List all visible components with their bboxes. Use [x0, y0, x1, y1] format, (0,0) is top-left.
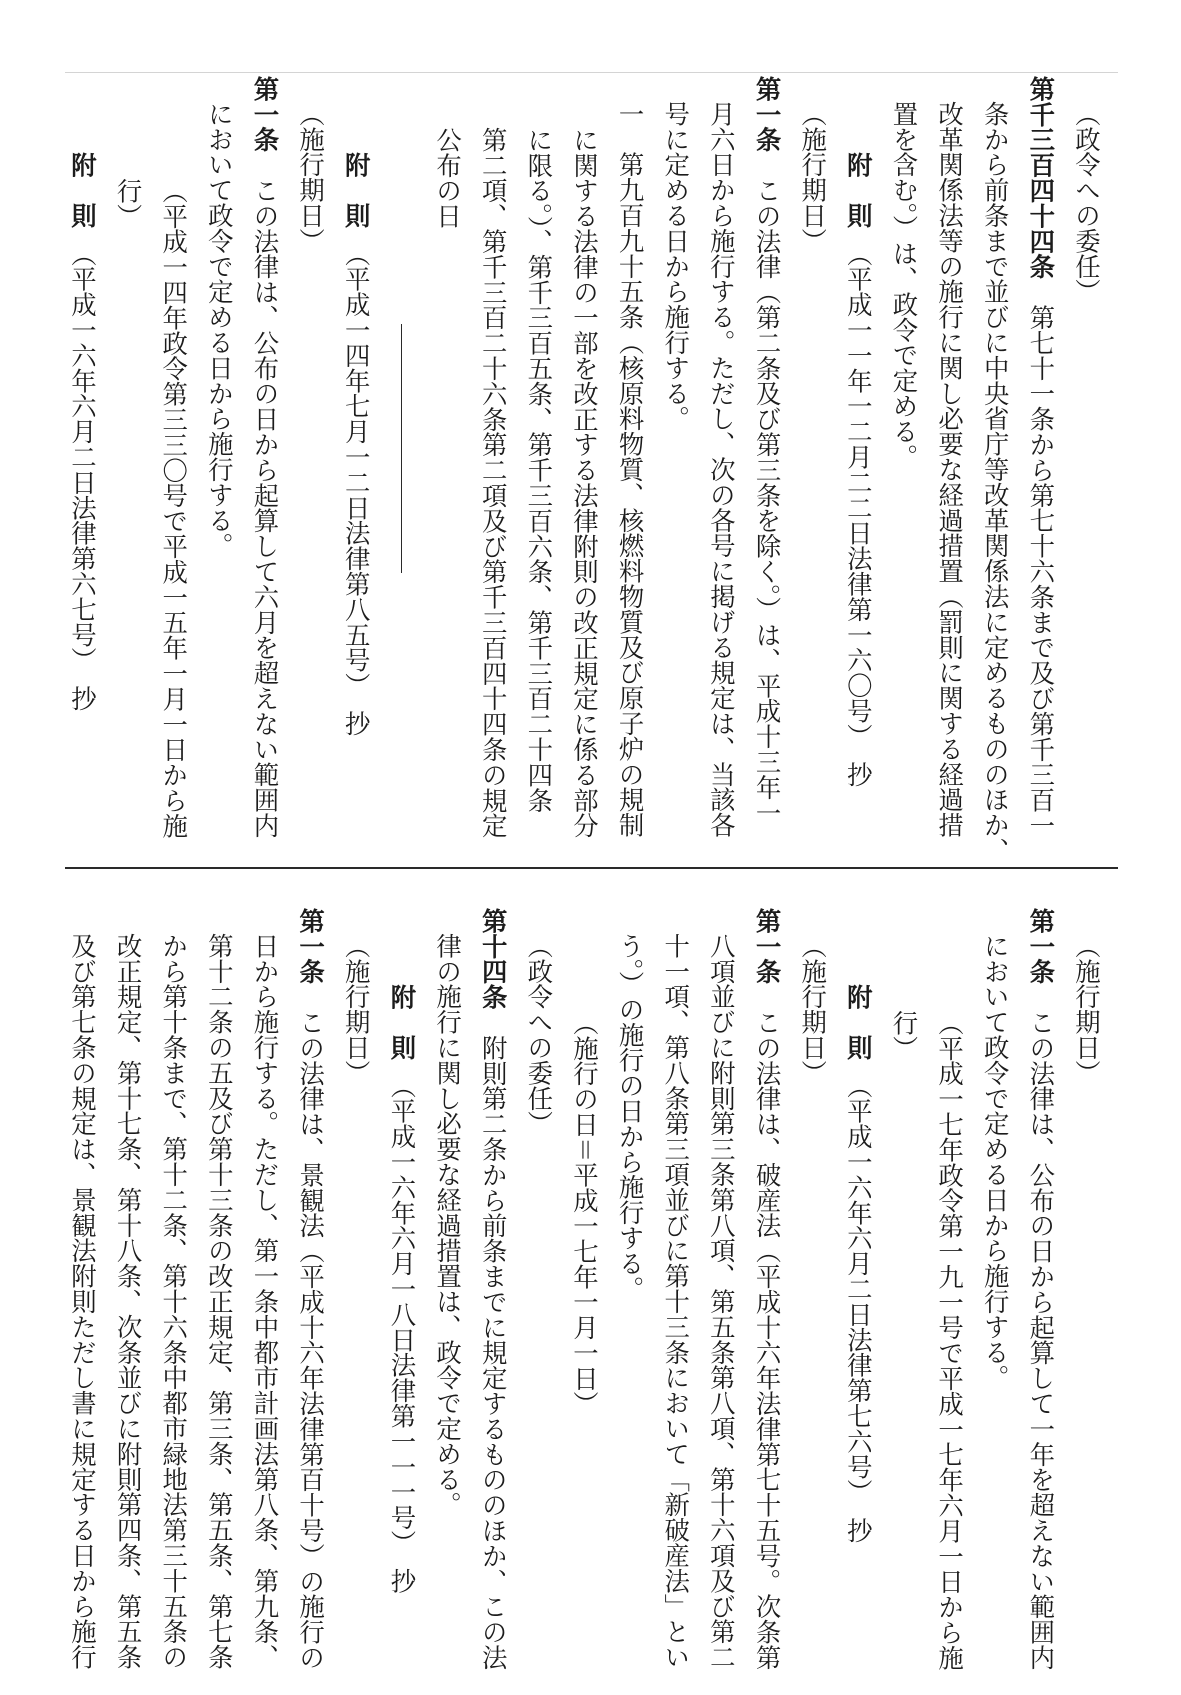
line-text: う。）の施行の日から施行する。	[615, 933, 646, 1302]
article	[470, 908, 516, 1678]
supplementary-label: 附 則	[843, 984, 874, 1061]
editorial-note	[926, 908, 972, 1678]
editorial-note-continuation	[881, 908, 927, 1678]
supplementary-provisions-heading	[835, 76, 881, 866]
article-continuation	[653, 908, 699, 1678]
caption	[790, 908, 836, 1678]
item-continuation	[424, 76, 470, 866]
line-text: 十一項、第八条第三項並びに第十三条において「新破産法」とい	[661, 933, 692, 1670]
article-continuation	[926, 76, 972, 866]
article-continuation	[424, 908, 470, 1678]
line-text: 改正規定、第十七条、第十八条、次条並びに附則第四条、第五条	[113, 933, 144, 1670]
line-text: に関する法律の一部を改正する法律附則の改正規定に係る部分	[569, 126, 600, 838]
article-text: 第七十一条から第七十六条まで及び第千三百一	[1026, 279, 1057, 839]
article-continuation	[196, 908, 242, 1678]
article-continuation	[196, 76, 242, 866]
article-continuation	[881, 76, 927, 866]
article	[1018, 76, 1064, 866]
caption	[1063, 908, 1109, 1678]
line-text: 号に定める日から施行する。	[661, 101, 692, 432]
divider-rule	[401, 324, 402, 573]
line-text: において政令で定める日から施行する。	[204, 101, 235, 559]
line-text: 月六日から施行する。ただし、次の各号に掲げる規定は、当該各	[706, 101, 737, 838]
line-text: 及び第七条の規定は、景観法附則ただし書に規定する日から施行	[67, 933, 98, 1670]
article	[287, 908, 333, 1678]
article-text: この法律は、公布の日から起算して六月を超えない範囲内	[250, 152, 281, 839]
caption-text: （政令への委任）	[1072, 101, 1102, 305]
supplementary-provisions-heading	[835, 908, 881, 1678]
note-text: （平成一七年政令第一九一号で平成一七年六月一日から施	[935, 1009, 966, 1670]
line-text: 第十二条の五及び第十三条の改正規定、第三条、第五条、第七条	[204, 933, 235, 1670]
article-text: 附則第二条から前条までに規定するもののほか、この法	[478, 1009, 509, 1671]
editorial-note	[561, 908, 607, 1678]
caption	[287, 76, 333, 866]
supplementary-label: 附 則	[387, 984, 418, 1061]
item-continuation	[470, 76, 516, 866]
top-text-block	[59, 76, 1109, 866]
caption	[790, 76, 836, 866]
supplementary-label: 附 則	[341, 152, 372, 229]
article-continuation	[972, 76, 1018, 866]
supplementary-label: 附 則	[67, 152, 98, 229]
article	[744, 908, 790, 1678]
article	[744, 76, 790, 866]
caption	[516, 908, 562, 1678]
line-text: に限る。）、第千三百五条、第千三百六条、第千三百二十四条	[524, 126, 555, 813]
article-text: この法律は、破産法（平成十六年法律第七十五号。次条第	[752, 984, 783, 1671]
article-text: この法律は、景観法（平成十六年法律第百十号）の施行の	[296, 984, 327, 1671]
article-number: 第一条	[250, 76, 281, 153]
article-number: 第一条	[1026, 908, 1057, 985]
law-reference: （平成一四年七月一二日法律第八五号） 抄	[341, 228, 372, 737]
note-text: （施行の日＝平成一七年一月一日）	[569, 1009, 600, 1416]
article-text: この法律（第二条及び第三条を除く。）は、平成十三年一	[752, 152, 783, 826]
supplementary-provisions-heading	[333, 76, 379, 866]
article-continuation	[607, 908, 653, 1678]
article-number: 第一条	[296, 908, 327, 985]
note-text: 行）	[889, 1009, 920, 1061]
caption-text: （施行期日）	[798, 101, 829, 254]
article-number: 第一条	[752, 908, 783, 985]
line-text: 置を含む。）は、政令で定める。	[889, 101, 920, 470]
article-continuation	[105, 908, 151, 1678]
article-number: 第十四条	[478, 908, 509, 1010]
caption	[333, 908, 379, 1678]
line-text: 日から施行する。ただし、第一条中都市計画法第八条、第九条、	[250, 933, 281, 1670]
line-text: 条から前条まで並びに中央省庁等改革関係法に定めるもののほか、	[980, 101, 1011, 864]
note-text: （平成一四年政令第三三〇号で平成一五年一月一日から施	[159, 177, 190, 838]
article-continuation	[653, 76, 699, 866]
caption	[1063, 76, 1109, 866]
article-continuation	[59, 908, 105, 1678]
line-text: 公布の日	[433, 126, 464, 229]
caption-text: （施行期日）	[1072, 933, 1102, 1086]
article-continuation	[151, 908, 197, 1678]
line-text: 第二項、第千三百二十六条第二項及び第千三百四十四条の規定	[478, 126, 509, 838]
item-text: 一 第九百九十五条（核原料物質、核燃料物質及び原子炉の規制	[615, 101, 646, 838]
caption-text: （施行期日）	[798, 933, 829, 1086]
law-reference: （平成一六年六月二日法律第六七号） 抄	[67, 228, 98, 711]
line-text: 改革関係法等の施行に関し必要な経過措置（罰則に関する経過措	[935, 101, 966, 838]
page-top-edge	[65, 72, 1118, 73]
item	[607, 76, 653, 866]
article-continuation	[698, 76, 744, 866]
line-text: において政令で定める日から施行する。	[980, 933, 1011, 1391]
article-text: この法律は、公布の日から起算して一年を超えない範囲内	[1026, 984, 1057, 1671]
bottom-text-block	[59, 908, 1109, 1678]
line-text: 律の施行に関し必要な経過措置は、政令で定める。	[433, 933, 464, 1518]
line-text: 八項並びに附則第三条第八項、第五条第八項、第十六項及び第二	[706, 933, 737, 1670]
line-text: から第十条まで、第十二条、第十六条中都市緑地法第三十五条の	[159, 933, 190, 1670]
law-reference: （平成一一年一二月二二日法律第一六〇号） 抄	[843, 228, 874, 788]
editorial-note-continuation	[105, 76, 151, 866]
article	[1018, 908, 1064, 1678]
caption-text: （施行期日）	[341, 933, 372, 1086]
law-reference: （平成一六年六月二日法律第七六号） 抄	[843, 1060, 874, 1543]
article	[242, 76, 288, 866]
item-continuation	[561, 76, 607, 866]
caption-text: （政令への委任）	[524, 933, 555, 1137]
page-section-rule	[65, 867, 1118, 869]
supplementary-label: 附 則	[843, 152, 874, 229]
supplementary-provisions-heading	[59, 76, 105, 866]
article-continuation	[698, 908, 744, 1678]
section-divider	[379, 76, 425, 866]
article-number: 第一条	[752, 76, 783, 153]
supplementary-provisions-heading	[379, 908, 425, 1678]
caption-text: （施行期日）	[296, 101, 327, 254]
article-number: 第千三百四十四条	[1026, 76, 1057, 280]
note-text: 行）	[113, 177, 144, 229]
law-reference: （平成一六年六月一八日法律第一一一号） 抄	[387, 1060, 418, 1594]
article-continuation	[972, 908, 1018, 1678]
editorial-note	[151, 76, 197, 866]
article-continuation	[242, 908, 288, 1678]
item-continuation	[516, 76, 562, 866]
